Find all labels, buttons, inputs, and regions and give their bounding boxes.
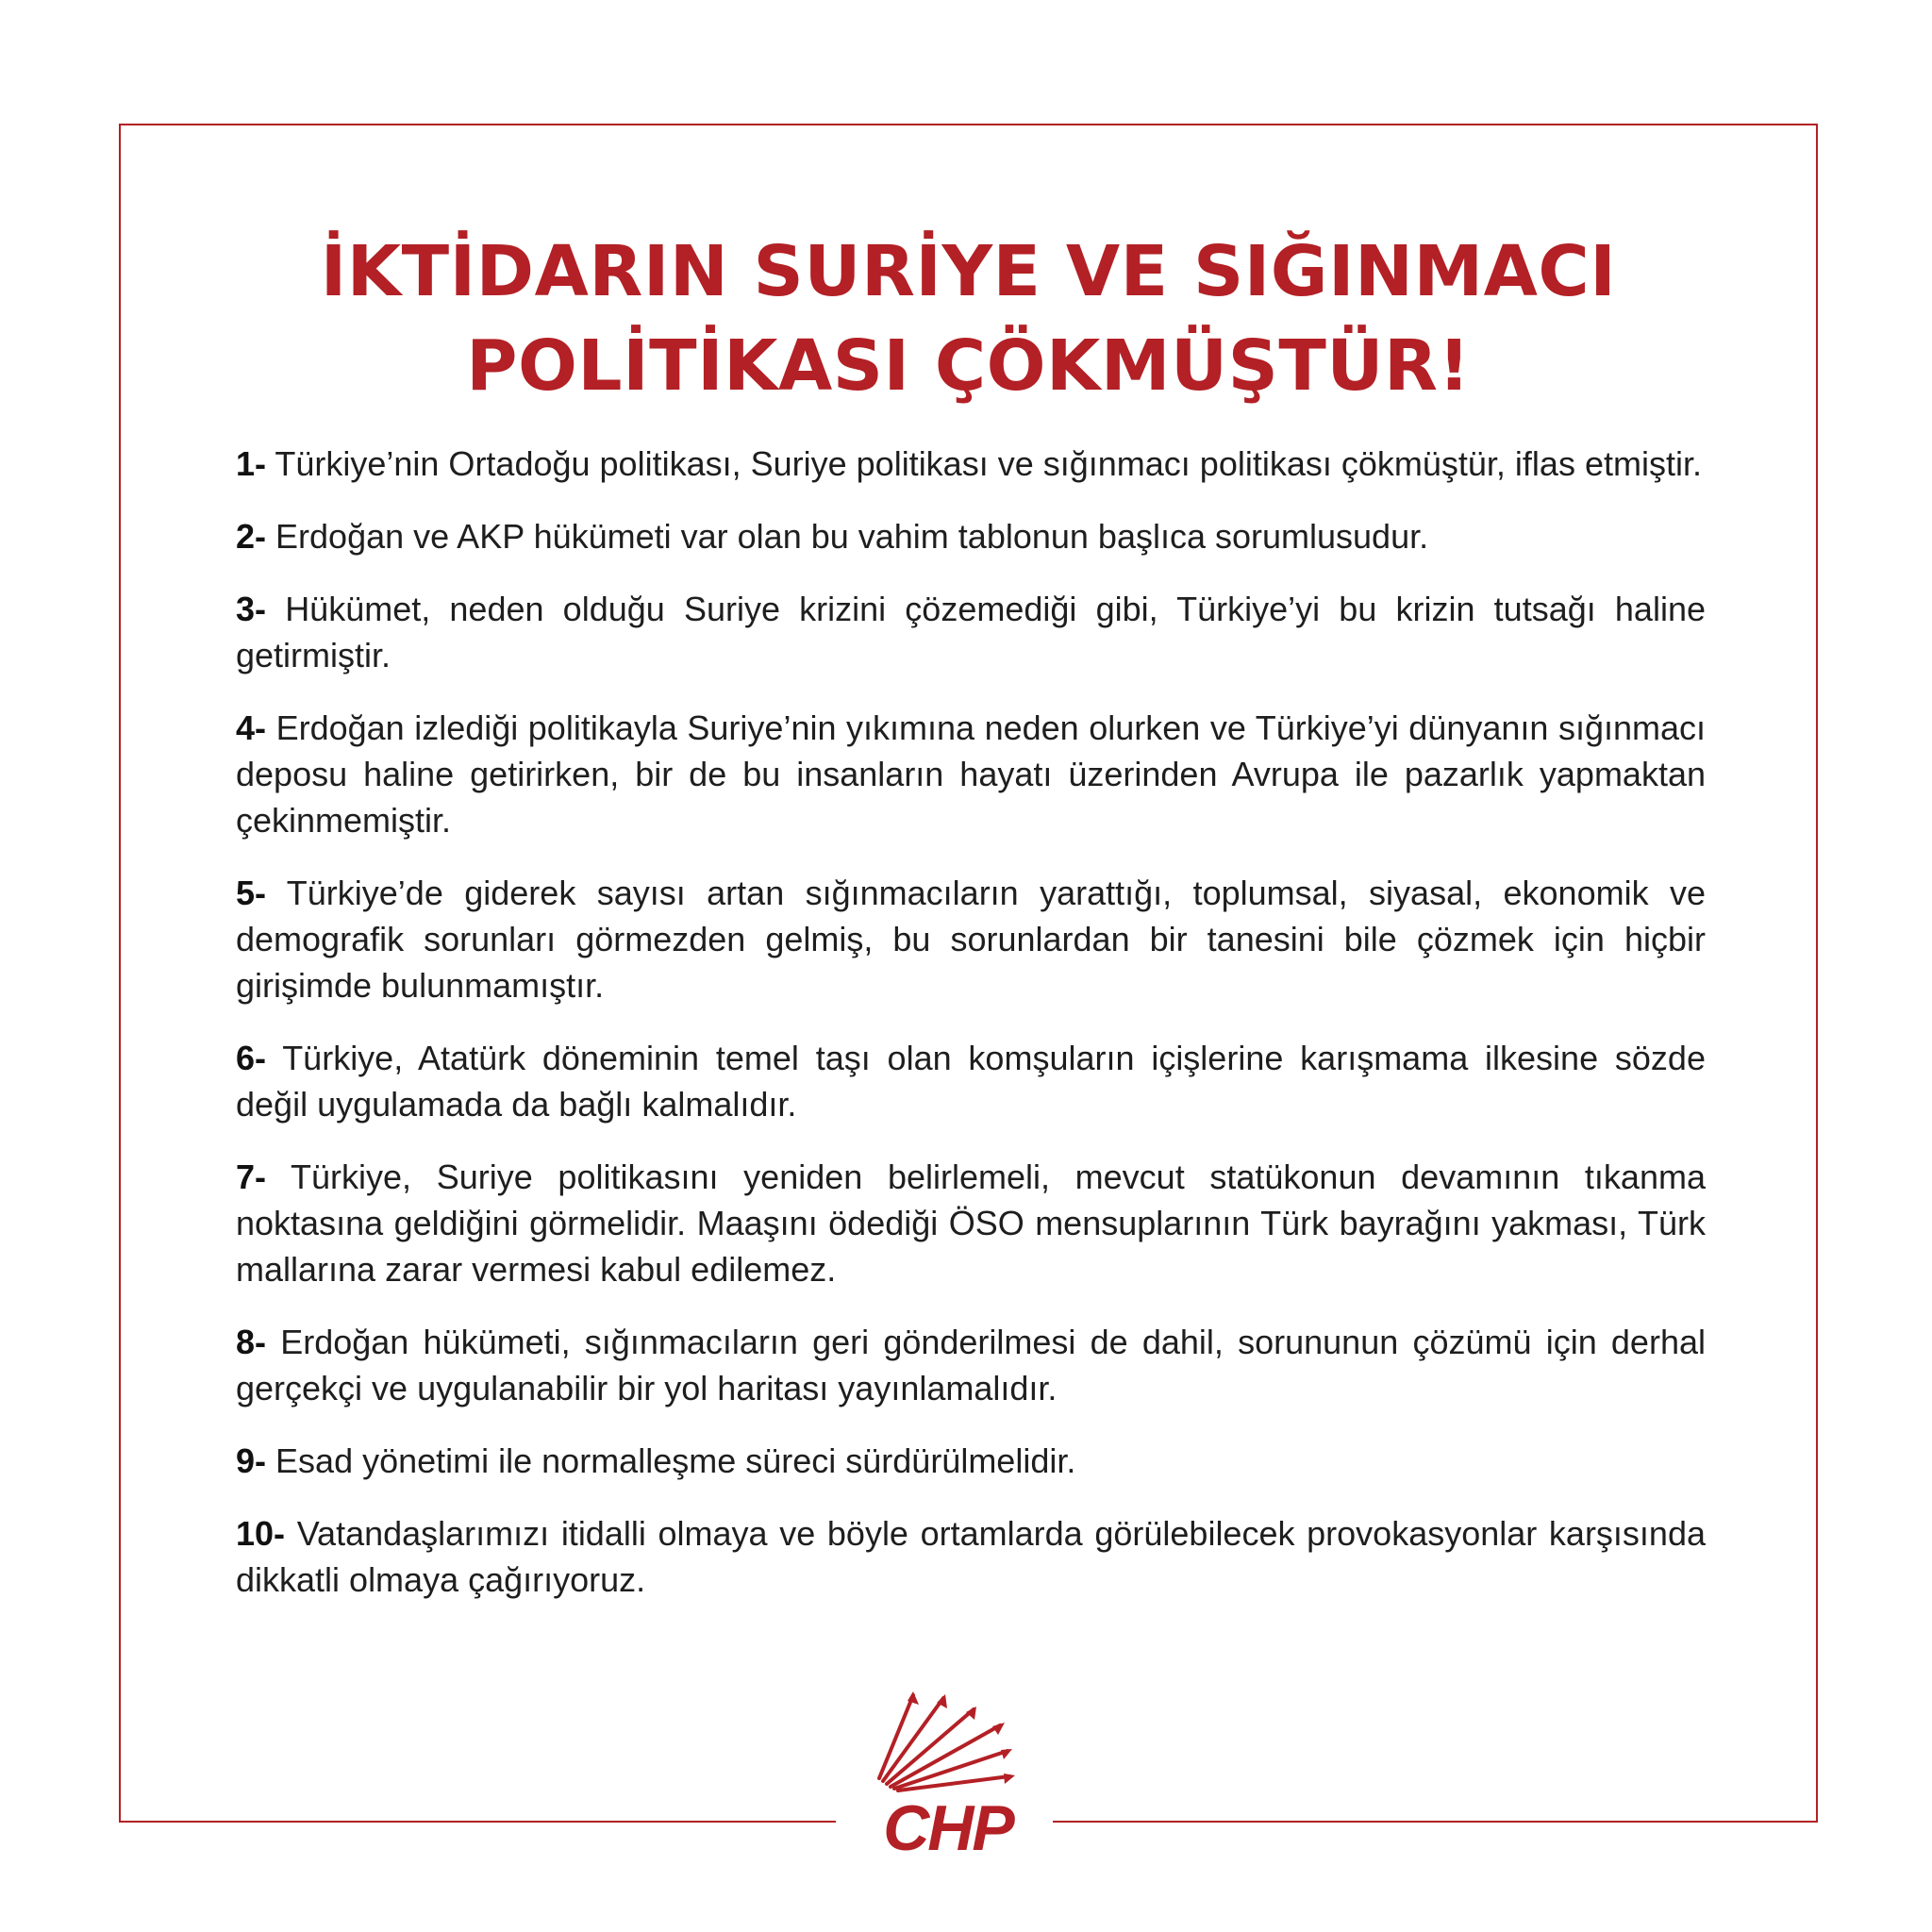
item-number: 1- <box>236 444 267 483</box>
item-text: Türkiye’de giderek sayısı artan sığınmacıların yarattığı, toplumsal, siyasal, ekonomik ve demografik sorunları görmezden gelmiş, bu sorunlardan bir tanesini bile çözmek için hiçbir girişimde bulunmamıştır. <box>236 874 1707 1005</box>
list-item <box>236 586 1706 678</box>
item-number: 6- <box>236 1039 267 1077</box>
list-item <box>236 1035 1706 1127</box>
item-number: 3- <box>236 590 267 628</box>
chp-logo <box>868 1684 1028 1873</box>
list-item <box>236 513 1706 559</box>
item-number: 4- <box>236 708 267 747</box>
list-item <box>236 1510 1706 1603</box>
statement-list <box>236 441 1706 1629</box>
item-text: Erdoğan izlediği politikayla Suriye’nin yıkımına neden olurken ve Türkiye’yi dünyanın sığınmacı deposu haline getirirken, bir de bu insanların hayatı üzerinden Avrupa ile pazarlık yapmaktan çekinmemiştir. <box>236 708 1706 840</box>
six-arrows-icon <box>868 1684 1028 1792</box>
item-text: Erdoğan ve AKP hükümeti var olan bu vahim tablonun başlıca sorumlusudur. <box>275 517 1429 556</box>
list-item <box>236 870 1706 1008</box>
item-number: 2- <box>236 517 267 556</box>
item-text: Erdoğan hükümeti, sığınmacıların geri gönderilmesi de dahil, sorununun çözümü için derhal gerçekçi ve uygulanabilir bir yol haritası yayınlamalıdır. <box>236 1323 1706 1407</box>
title-line-2: POLİTİKASI ÇÖKMÜŞTÜR! <box>466 325 1471 407</box>
title-line-1: İKTİDARIN SURİYE VE SIĞINMACI <box>320 231 1617 312</box>
list-item <box>236 441 1706 487</box>
item-text: Vatandaşlarımızı itidalli olmaya ve böyle ortamlarda görülebilecek provokasyonlar karşısında dikkatli olmaya çağırıyoruz. <box>236 1514 1706 1599</box>
item-number: 5- <box>236 874 267 912</box>
item-text: Türkiye, Atatürk döneminin temel taşı olan komşuların içişlerine karışmama ilkesine sözde değil uygulamada da bağlı kalmalıdır. <box>236 1039 1706 1124</box>
item-number: 9- <box>236 1441 267 1480</box>
list-item <box>236 705 1706 843</box>
list-item <box>236 1319 1706 1411</box>
item-number: 8- <box>236 1323 267 1361</box>
item-text: Esad yönetimi ile normalleşme süreci sürdürülmelidir. <box>275 1441 1076 1480</box>
list-item <box>236 1438 1706 1484</box>
item-number: 7- <box>236 1158 267 1196</box>
item-text: Türkiye’nin Ortadoğu politikası, Suriye politikası ve sığınmacı politikası çökmüştür, iflas etmiştir. <box>275 444 1702 483</box>
item-number: 10- <box>236 1514 286 1553</box>
list-item <box>236 1154 1706 1292</box>
logo-text: CHP <box>883 1792 1013 1864</box>
item-text: Hükümet, neden olduğu Suriye krizini çözemediği gibi, Türkiye’yi bu krizin tutsağı haline getirmiştir. <box>236 590 1706 675</box>
item-text: Türkiye, Suriye politikasını yeniden belirlemeli, mevcut statükonun devamının tıkanma noktasına geldiğini görmelidir. Maaşını ödediği ÖSO mensuplarının Türk bayrağını yakması, Türk mallarına zarar vermesi kabul edilemez. <box>236 1158 1706 1289</box>
page-title <box>119 225 1818 413</box>
